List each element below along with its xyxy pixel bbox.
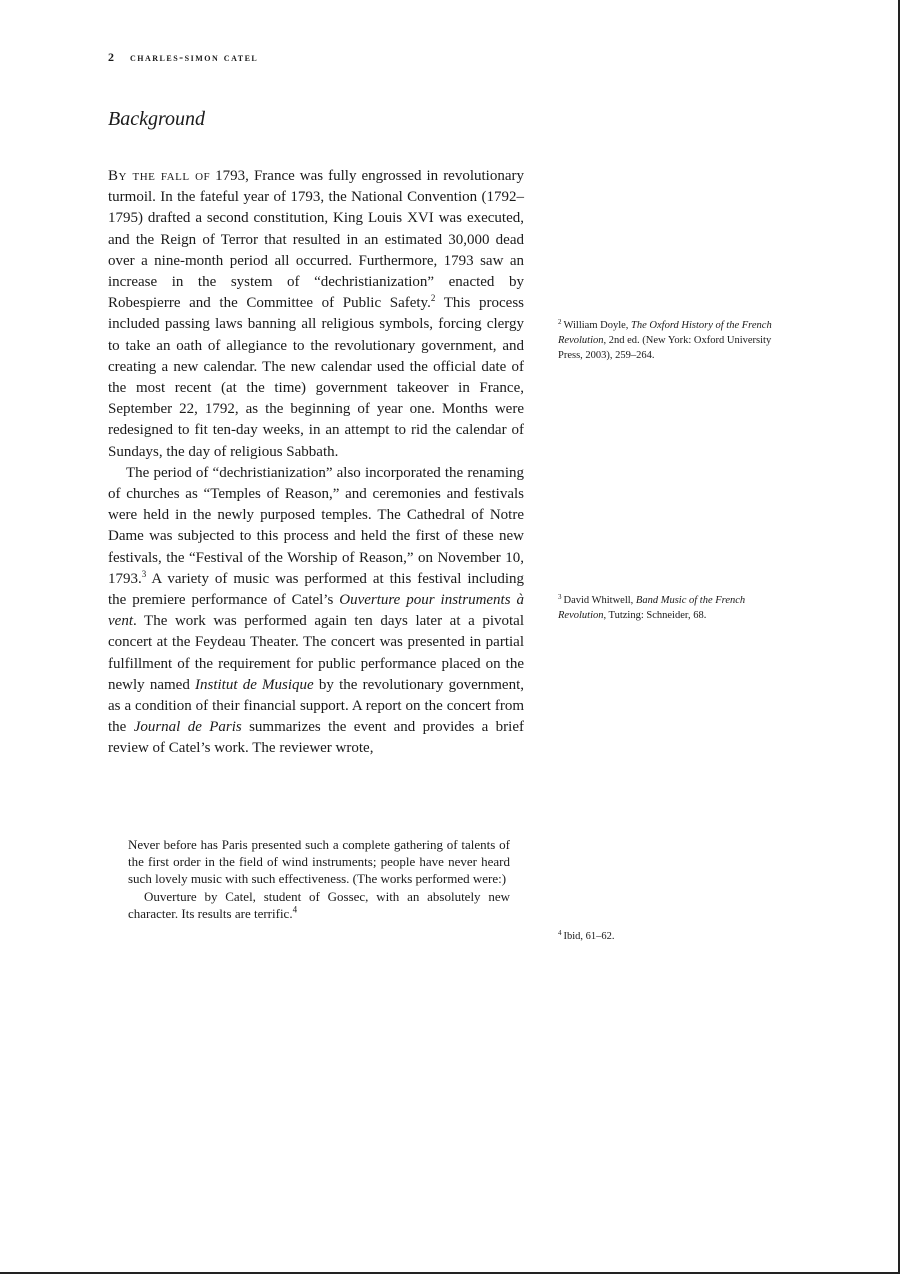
- sidenote-2-rest: , 2nd ed. (New York: Oxford University Press, 2003), 259–264.: [558, 335, 772, 361]
- sidenote-2-number: 2: [558, 317, 562, 326]
- sidenote-3-rest: , Tutzing: Schneider, 68.: [603, 610, 707, 621]
- quote-paragraph-2: [128, 888, 510, 922]
- sidenote-3: [558, 593, 784, 623]
- running-head-title: charles-simon catel: [130, 50, 259, 64]
- paragraph-2-text-b: A variety of music was performed at this festival including the premiere performance of Catel’s: [108, 570, 524, 609]
- sidenote-4: [558, 929, 784, 944]
- institution-name: Institut de Musique: [195, 676, 314, 693]
- sidenote-2-author: William Doyle,: [563, 320, 632, 331]
- block-quote: [128, 836, 510, 922]
- sidenote-3-number: 3: [558, 592, 562, 601]
- note-ref-3: 3: [141, 568, 147, 579]
- paragraph-2-text-a: The period of “dechristianization” also incorporated the renaming of churches as “Temples of Reason,” and ceremonies and festivals were held in the newly purposed temples. The Cathedral of Notre Dame was subjected to this process and held the first of these new festivals, the “Festival of the Worship of Reason,” on November 10, 1793.: [108, 464, 524, 587]
- quote-paragraph-1: Never before has Paris presented such a complete gathering of talents of the first order in the field of wind instruments; people have never heard such lovely music with such effectiveness. (The works performed were:): [128, 837, 510, 887]
- paragraph-2: [108, 463, 524, 760]
- paragraph-2-text-e: summarizes the event and provides a brief review of Catel’s work. The reviewer wrote,: [108, 719, 524, 757]
- journal-name: Journal de Paris: [133, 719, 242, 736]
- sidenote-2-title: The Oxford History of the French Revolution: [558, 320, 772, 346]
- paragraph-1-text-b: This process included passing laws banning all religious symbols, forcing clergy to take an oath of allegiance to the revolutionary government, and creating a new calendar. The new calendar used the official date of the most recent (at the time) government takeover in France, September 22, 1792, as the beginning of year one. Months were redesigned to fit ten-day weeks, in an attempt to rid the calendar of Sundays, the day of religious Sabbath.: [108, 295, 524, 460]
- lead-in-smallcaps: By the fall of: [108, 168, 211, 184]
- paragraph-2-text-c: . The work was performed again ten days later at a pivotal concert at the Feydeau Theater. The concert was presented in partial fulfillment of the requirement for public performance placed on the newly named: [108, 613, 524, 693]
- section-heading: Background: [108, 108, 206, 130]
- note-ref-2: 2: [430, 293, 436, 304]
- sidenote-4-number: 4: [558, 928, 562, 937]
- body-text: [108, 166, 524, 760]
- sidenote-3-title: Band Music of the French Revolution: [558, 595, 746, 621]
- running-head: [108, 50, 258, 65]
- quote-paragraph-2-text: Ouverture by Catel, student of Gossec, with an absolutely new character. Its results are terrific.: [128, 888, 510, 921]
- paragraph-1: [108, 166, 524, 463]
- page-number: 2: [108, 50, 116, 64]
- sidenote-3-author: David Whitwell,: [563, 595, 636, 606]
- sidenote-4-text: Ibid, 61–62.: [563, 931, 615, 942]
- note-ref-4: 4: [292, 904, 298, 915]
- work-title: Ouverture pour instruments à vent: [108, 592, 524, 630]
- paragraph-1-text-a: 1793, France was fully engrossed in revolutionary turmoil. In the fateful year of 1793, the National Convention (1792–1795) drafted a second constitution, King Louis XVI was executed, and the Reign of Terror that resulted in an estimated 30,000 dead over a nine-month period all occurred. Furthermore, 1793 saw an increase in the system of “dechristianization” enacted by Robespierre and the Committee of Public Safety.: [108, 168, 524, 312]
- sidenote-2: [558, 318, 784, 363]
- paragraph-2-text-d: by the revolutionary government, as a condition of their financial support. A report on the concert from the: [108, 676, 524, 736]
